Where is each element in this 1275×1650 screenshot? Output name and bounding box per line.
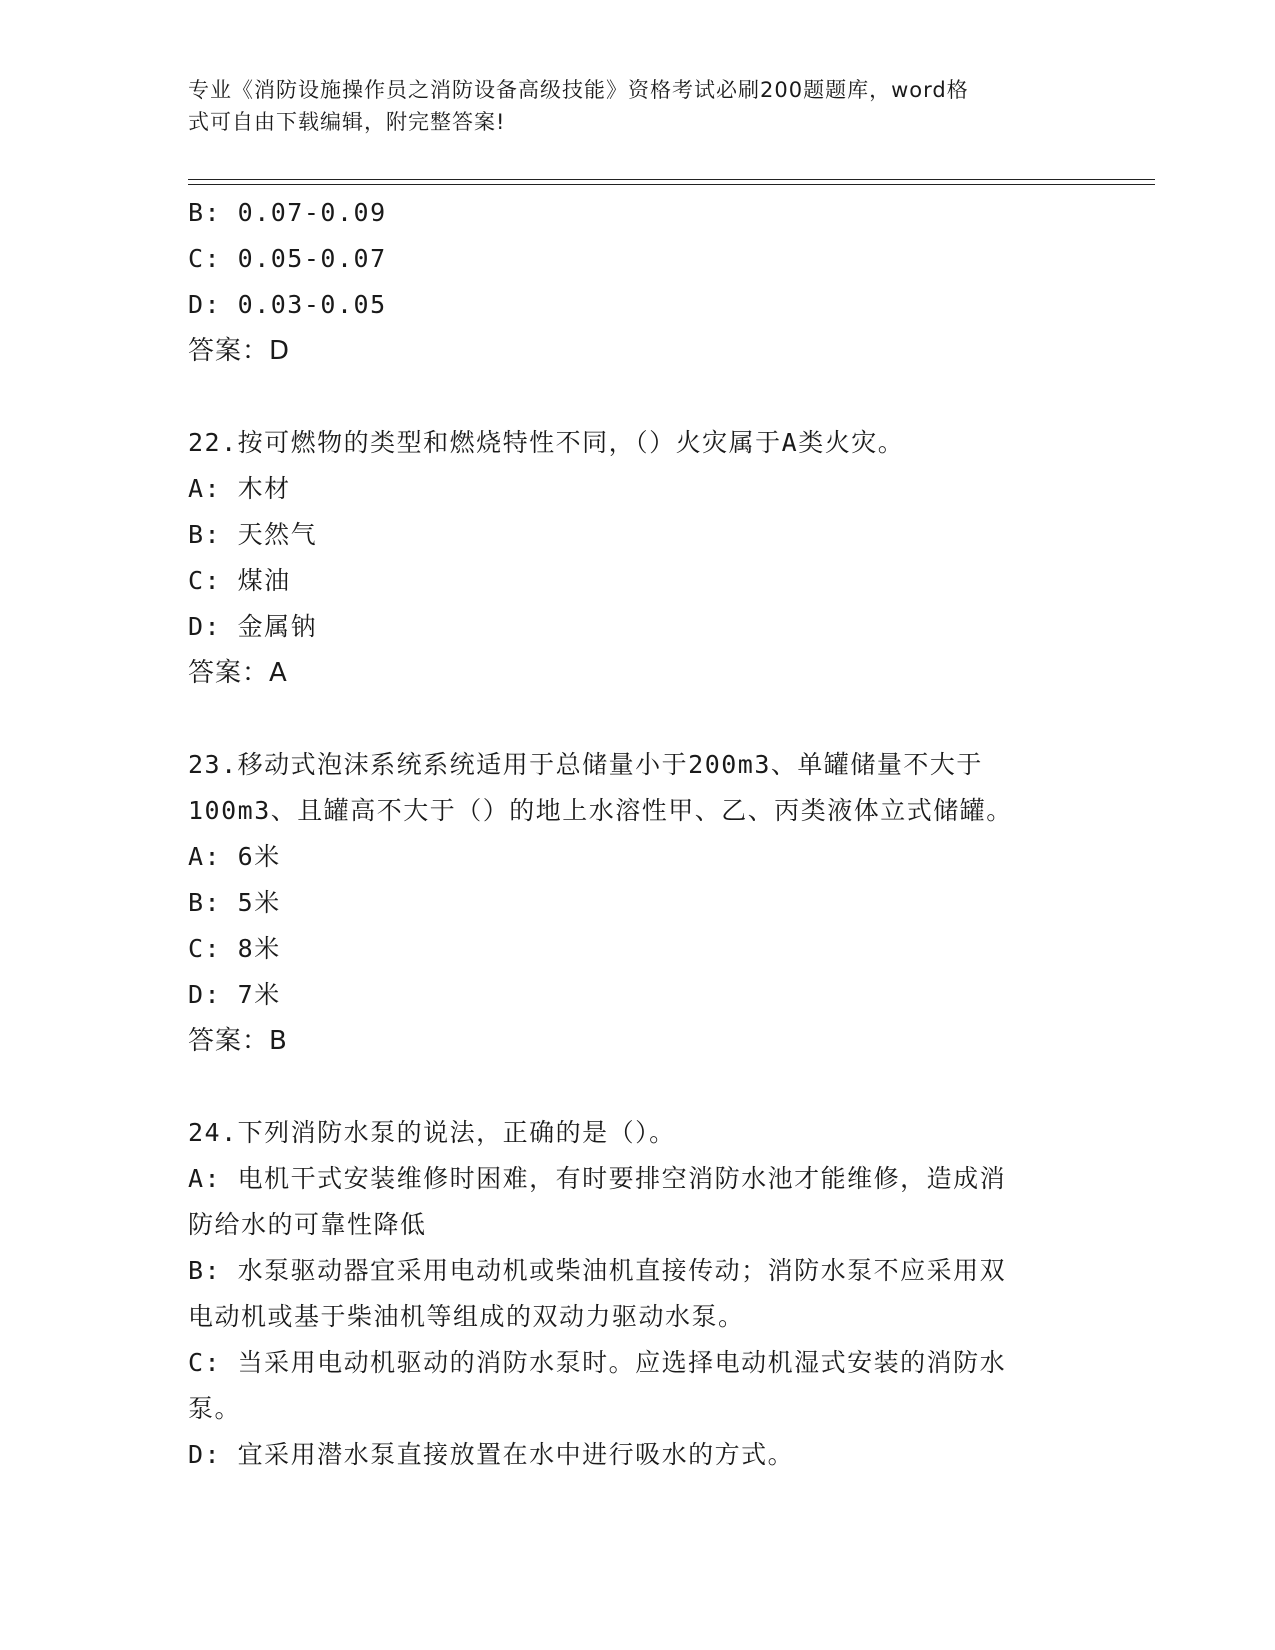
question-24 [188,1110,1088,1478]
header-line-2: 式可自由下载编辑，附完整答案! [188,110,506,134]
option-c: C: 0.05-0.07 [188,244,387,273]
option-b: B: 0.07-0.09 [188,198,387,227]
option-d: D: 0.03-0.05 [188,290,387,319]
option-c: C: 当采用电动机驱动的消防水泵时。应选择电动机湿式安装的消防水 [188,1348,1007,1377]
option-a: A: 电机干式安装维修时困难，有时要排空消防水池才能维修，造成消 [188,1164,1007,1193]
question-22 [188,420,1088,696]
header-rule-top [188,179,1155,180]
option-a-continued: 防给水的可靠性降低 [188,1210,427,1239]
answer-line: 答案：B [188,1026,288,1056]
spacer [188,374,1088,420]
option-a: A: 木材 [188,474,291,503]
header-line-1: 专业《消防设施操作员之消防设备高级技能》资格考试必刷200题题库，word格 [188,78,969,102]
question-stem: 24.下列消防水泵的说法，正确的是（）。 [188,1118,676,1147]
option-b: B: 天然气 [188,520,318,549]
answer-line: 答案：A [188,658,288,688]
question-stem-continued: 100m3、且罐高不大于（）的地上水溶性甲、乙、丙类液体立式储罐。 [188,796,1013,825]
option-d: D: 7米 [188,980,281,1009]
document-body [188,190,1088,1478]
option-d: D: 金属钠 [188,612,318,641]
header-rule-bottom [188,184,1155,185]
question-21-partial [188,190,1088,374]
option-b-continued: 电动机或基于柴油机等组成的双动力驱动水泵。 [188,1302,745,1331]
spacer [188,696,1088,742]
spacer [188,1064,1088,1110]
option-b: B: 5米 [188,888,281,917]
question-23 [188,742,1088,1064]
question-stem: 22.按可燃物的类型和燃烧特性不同，（）火灾属于A类火灾。 [188,428,905,457]
option-c-continued: 泵。 [188,1394,242,1423]
document-header [188,74,1088,138]
option-a: A: 6米 [188,842,281,871]
option-c: C: 煤油 [188,566,291,595]
option-b: B: 水泵驱动器宜采用电动机或柴油机直接传动；消防水泵不应采用双 [188,1256,1007,1285]
question-stem: 23.移动式泡沫系统系统适用于总储量小于200m3、单罐储量不大于 [188,750,983,779]
answer-line: 答案：D [188,336,291,366]
option-d: D: 宜采用潜水泵直接放置在水中进行吸水的方式。 [188,1440,795,1469]
option-c: C: 8米 [188,934,281,963]
